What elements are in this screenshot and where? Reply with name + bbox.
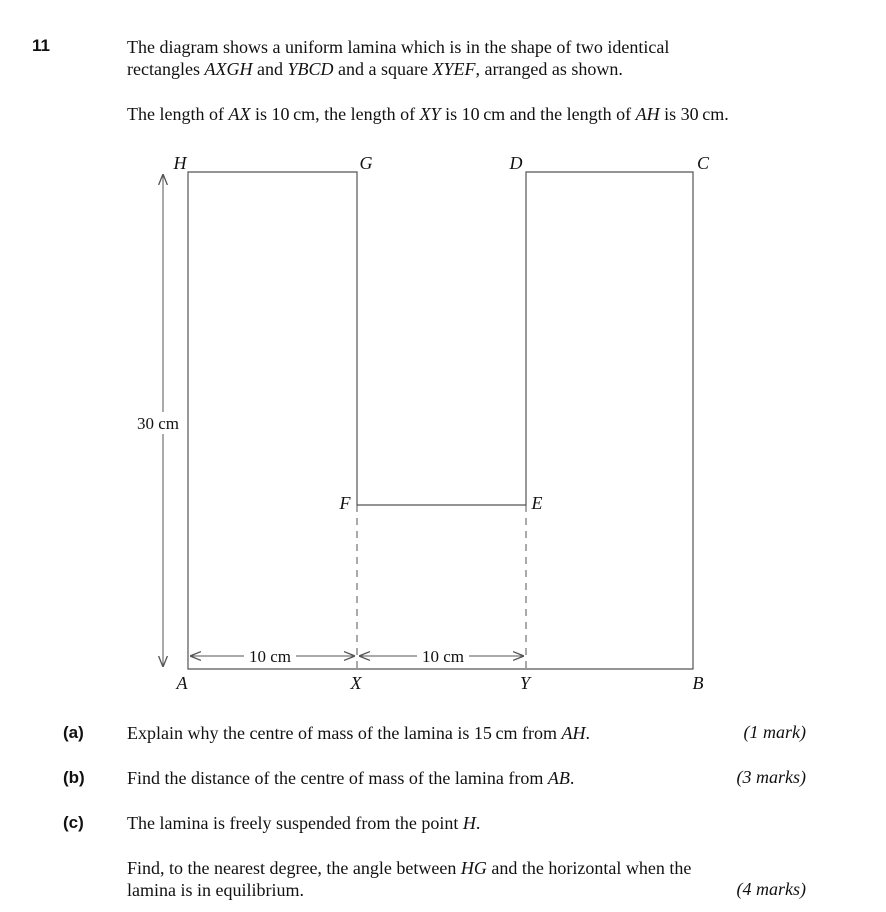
- point-label-f: F: [339, 493, 351, 513]
- point-label-b: B: [692, 673, 704, 693]
- intro-line-2-text: rectangles: [127, 59, 205, 79]
- intro-line-2-text: and a square: [333, 59, 433, 79]
- lengths-text: is 30 cm.: [659, 104, 729, 124]
- var-ah: AH: [561, 723, 586, 743]
- intro-line-2-text: , arranged as shown.: [475, 59, 623, 79]
- part-c-text-segment: .: [475, 813, 481, 833]
- ax-length-label: 10 cm: [248, 647, 292, 666]
- height-label: 30 cm: [136, 414, 180, 433]
- part-a-text-segment: Explain why the centre of mass of the lamina is 15 cm from: [127, 723, 562, 743]
- part-a-text-segment: .: [585, 723, 590, 743]
- part-c-text-segment: and the horizontal when the: [486, 858, 692, 878]
- var-ab: AB: [547, 768, 570, 788]
- part-a-label: (a): [63, 723, 84, 742]
- part-c-text-segment: The lamina is freely suspended from the point: [127, 813, 463, 833]
- lamina-outline: [188, 172, 693, 669]
- lengths-text: The length of: [127, 104, 229, 124]
- xy-length-label: 10 cm: [421, 647, 465, 666]
- part-a-marks: (1 mark): [743, 722, 806, 742]
- part-c-label: (c): [63, 813, 84, 832]
- var-xy: XY: [419, 104, 441, 124]
- part-a-text: [127, 722, 590, 744]
- part-c-text-segment: Find, to the nearest degree, the angle between: [127, 858, 461, 878]
- question-number: 11: [32, 36, 50, 55]
- var-hg: HG: [460, 858, 487, 878]
- lengths-text: is 10 cm, the length of: [250, 104, 420, 124]
- var-h: H: [462, 813, 476, 833]
- part-b-text-segment: .: [569, 768, 575, 788]
- part-b-text: [127, 767, 574, 789]
- lengths-text: is 10 cm and the length of: [440, 104, 636, 124]
- point-label-c: C: [696, 153, 710, 173]
- part-b-label: (b): [63, 768, 85, 787]
- var-ax: AX: [228, 104, 251, 124]
- point-label-x: X: [350, 673, 362, 693]
- part-b-text-segment: Find the distance of the centre of mass of the lamina from: [127, 768, 548, 788]
- part-c-marks: (4 marks): [736, 879, 806, 899]
- point-label-g: G: [359, 153, 373, 173]
- point-label-d: D: [509, 153, 523, 173]
- var-xyef: XYEF: [432, 59, 476, 79]
- point-label-a: A: [176, 673, 188, 693]
- part-b-marks: (3 marks): [736, 767, 806, 787]
- point-label-y: Y: [519, 673, 531, 693]
- var-ah: AH: [635, 104, 660, 124]
- intro-line-1-text: The diagram shows a uniform lamina which is in the shape of two identical: [127, 37, 670, 57]
- part-c-instruction-line-2: lamina is in equilibrium.: [127, 880, 304, 900]
- point-label-e: E: [531, 493, 543, 513]
- part-c-instruction-line-1: [127, 857, 691, 879]
- var-axgh: AXGH: [204, 59, 253, 79]
- intro-line-2-text: and: [252, 59, 288, 79]
- point-label-h: H: [173, 153, 187, 173]
- var-ybcd: YBCD: [287, 59, 334, 79]
- part-c-text: [127, 812, 480, 834]
